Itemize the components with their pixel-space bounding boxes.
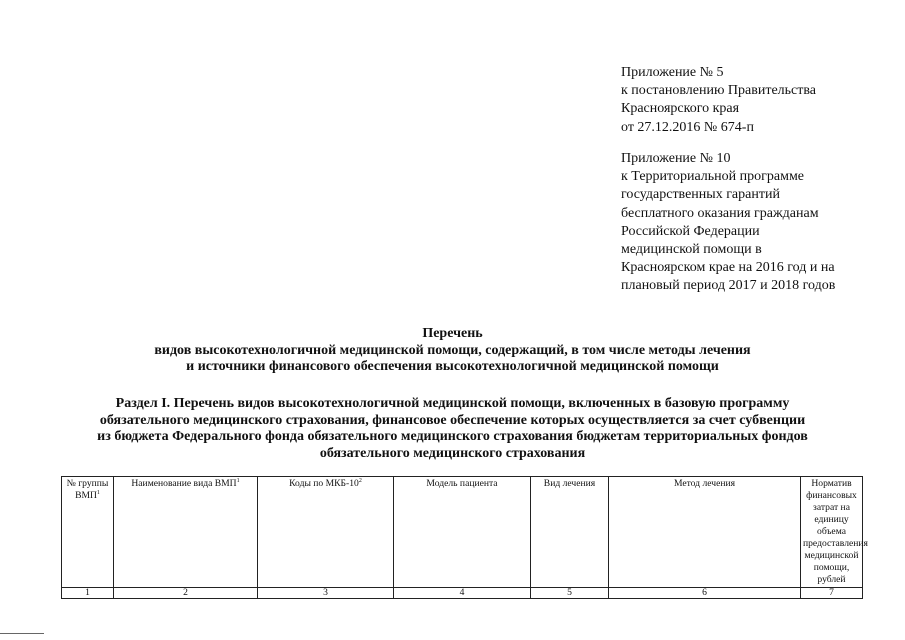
appendix-line: от 27.12.2016 № 674-п	[621, 119, 754, 135]
appendix-line: к Территориальной программе	[621, 169, 805, 185]
column-number: 2	[114, 588, 258, 599]
appendix-line: к постановлению Правительства	[621, 83, 817, 99]
appendix-5-block	[621, 64, 816, 137]
title-line: Перечень	[422, 326, 483, 341]
appendix-line: Российской Федерации	[621, 223, 760, 239]
column-number: 5	[531, 588, 609, 599]
column-number: 1	[62, 588, 114, 599]
table-row	[62, 588, 863, 599]
footnote-separator	[0, 633, 44, 634]
table-header-row	[62, 477, 863, 588]
column-number: 3	[258, 588, 394, 599]
column-number: 7	[801, 588, 863, 599]
appendix-line: Красноярском крае на 2016 год и на	[621, 260, 835, 276]
appendix-line: плановый период 2017 и 2018 годов	[621, 278, 836, 294]
title-line: видов высокотехнологичной медицинской помощи, содержащий, в том числе методы лечения	[154, 342, 751, 358]
appendix-line: бесплатного оказания гражданам	[621, 205, 819, 221]
appendix-line: медицинской помощи в	[621, 242, 762, 258]
section-line: Раздел I. Перечень видов высокотехнологичной медицинской помощи, включенных в базовую программу	[115, 396, 790, 411]
header-icd-codes: Коды по МКБ-$10^2$	[258, 477, 394, 588]
header-vmp-name: Наименование вида ВМП$^1$	[114, 477, 258, 588]
appendix-line: Красноярского края	[621, 101, 740, 117]
column-number: 4	[394, 588, 531, 599]
vmp-table	[61, 476, 868, 599]
header-treatment-method: Метод лечения	[609, 477, 801, 588]
title-line: и источники финансового обеспечения высокотехнологичной медицинской помощи	[186, 359, 719, 374]
appendix-line: Приложение № 10	[621, 151, 731, 166]
appendix-line: государственных гарантий	[621, 187, 780, 203]
header-treatment-type: Вид лечения	[531, 477, 609, 588]
section-line: обязательного медицинского страхования, финансовое обеспечение которых осуществляется за счет субвенции	[99, 412, 806, 428]
section-heading	[0, 396, 905, 462]
column-number: 6	[609, 588, 801, 599]
header-group-number: № группы ВМП$^1$	[62, 477, 114, 588]
section-line: из бюджета Федерального фонда обязательного медицинского страхования бюджетам территориальных фондов	[97, 429, 808, 444]
appendix-line: Приложение № 5	[621, 65, 724, 80]
section-line: обязательного медицинского страхования	[319, 445, 586, 461]
header-patient-model: Модель пациента	[394, 477, 531, 588]
document-title	[0, 326, 905, 376]
appendix-10-block	[621, 150, 835, 296]
header-cost-standard: Норматив финансовых затрат на единицу объема предоставления медицинской помощи, рублей	[801, 477, 863, 588]
